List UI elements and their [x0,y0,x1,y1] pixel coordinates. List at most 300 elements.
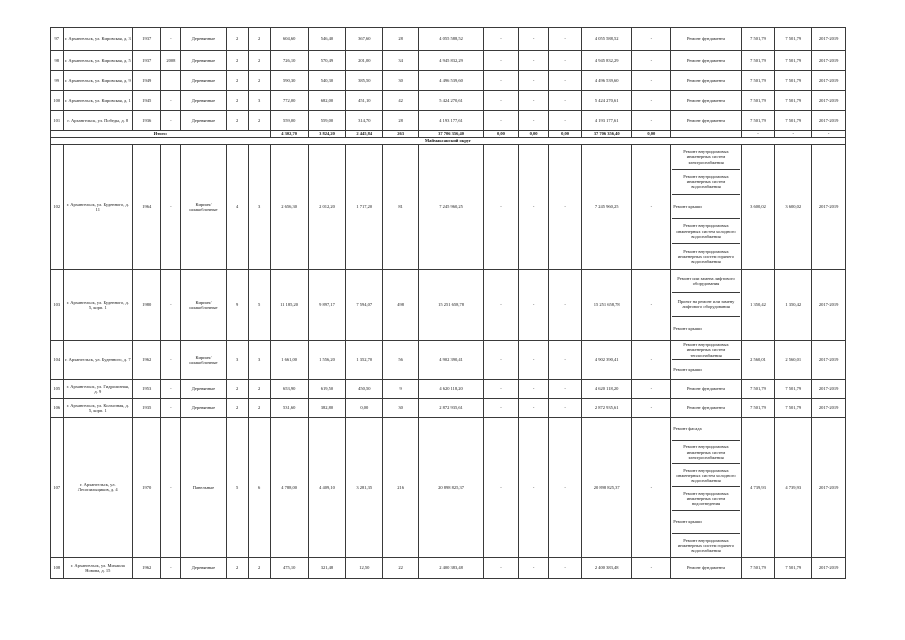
cell-area-priv: 12,50 [346,557,383,578]
cell-c5: - [632,417,671,557]
cell-cost: 7 245 960,25 [418,145,483,270]
work-item: Ремонт внутридомовых инженерных систем теплоснабжения [672,341,739,360]
cell-c4: 4 620 118,20 [581,379,631,398]
cell-cost-lim: 7 501,79 [775,71,812,91]
cell-floors: 2 [226,557,248,578]
cell-year: 1936 [133,111,161,131]
cell-c1: - [484,269,519,340]
cell-c3: - [549,145,582,270]
cell-c5: - [632,557,671,578]
cell-period: 2017-2019 [812,91,846,111]
cell-cost: 4 055 588,52 [418,28,483,51]
cell-area-res: 2 012,20 [308,145,346,270]
cell-entrances: 5 [248,269,270,340]
cell-c1: - [484,417,519,557]
cell-entrances: 2 [248,71,270,91]
cell-year: 1953 [133,379,161,398]
cell-cost-lim: 7 501,79 [775,28,812,51]
table-row [51,269,846,340]
cell-area-res: 570,49 [308,51,346,71]
cell-cost-sqm: 7 501,79 [741,51,775,71]
cell-area-res: 321,48 [308,557,346,578]
cell-num: 106 [51,398,64,417]
cell-works [671,51,741,71]
cell-year: 1937 [133,28,161,51]
cell-area-res: 559,00 [308,111,346,131]
cell-c1: - [484,71,519,91]
cell-num: 105 [51,379,64,398]
cell-cost: 4 945 832,29 [418,51,483,71]
cell-residents: 42 [383,91,419,111]
cell-year: 1949 [133,71,161,91]
cell-c2: - [518,417,548,557]
cell-area-priv: 7 594,07 [346,269,383,340]
work-item: Ремонт внутридомовых инженерных систем водоснабжения [672,170,739,195]
cell-c5: - [632,28,671,51]
cell-cost: 4 902 390,41 [418,340,483,379]
cell-address: г. Архангельск, ул. Кировская, д. 5 [63,51,132,71]
section-title: Маймаксанский округ [51,138,846,145]
cell-cost-sqm: 1 350,42 [741,269,775,340]
cell-cost-lim: 7 501,79 [775,398,812,417]
work-item: Ремонт или замена лифтового оборудования [672,270,739,293]
cell-works [671,71,741,91]
cell-floors: 3 [226,340,248,379]
cell-num: 100 [51,91,64,111]
cell-cost: 20 898 825,37 [418,417,483,557]
cell-year2 [161,71,181,91]
cell-period: 2017-2019 [812,398,846,417]
total-cost: 37 706 356,40 [418,131,483,138]
cell-area-total: 2 656,30 [270,145,308,270]
cell-year2: - [161,417,181,557]
cell-c1: - [484,379,519,398]
cell-num: 104 [51,340,64,379]
cell-material: Кирпич/ шлакоблочные [181,340,226,379]
cell-works [671,398,741,417]
cell-residents: 30 [383,71,419,91]
total-period: - [812,131,846,138]
cell-cost-sqm: 7 501,79 [741,557,775,578]
cell-entrances: 3 [248,340,270,379]
cell-cost-lim: 2 560,01 [775,340,812,379]
cell-residents: 498 [383,269,419,340]
cell-floors: 2 [226,398,248,417]
cell-c4: 2 400 383,48 [581,557,631,578]
cell-year2: - [161,145,181,270]
work-item: Ремонт фасада [672,418,739,441]
work-item: Ремонт крыши [672,195,739,220]
cell-c1: - [484,111,519,131]
cell-year2: - [161,379,181,398]
total-cost-lim: - [775,131,812,138]
work-item: Ремонт внутридомовых инженерных систем водоотведения [672,487,739,510]
work-item: Ремонт внутридомовых инженерных систем электроснабжения [672,441,739,464]
cell-floors: 2 [226,71,248,91]
cell-floors: 4 [226,145,248,270]
cell-cost: 4 620 118,20 [418,379,483,398]
cell-c4: 4 945 832,29 [581,51,631,71]
cell-floors: 2 [226,379,248,398]
cell-c1: - [484,91,519,111]
table-row [51,28,846,51]
cell-cost: 15 251 658,78 [418,269,483,340]
cell-area-priv: 385,50 [346,71,383,91]
cell-works [671,379,741,398]
cell-c4: 4 496 539,60 [581,71,631,91]
cell-address: г. Архангельск, ул. Кировская, д. 3 [63,28,132,51]
cell-area-total: 475,10 [270,557,308,578]
cell-area-res: 682,00 [308,91,346,111]
work-item: Ремонт фундамента [686,77,726,83]
cell-cost-sqm: 7 501,79 [741,111,775,131]
cell-address: г. Архангельск, ул. Победы, д. 8 [63,111,132,131]
cell-year2: - [161,28,181,51]
table-row [51,71,846,91]
cell-year2: - [161,269,181,340]
cell-period: 2017-2019 [812,51,846,71]
cell-address: г. Архангельск, ул. Лесопильщиков, д. 4 [63,417,132,557]
cell-c2: - [518,111,548,131]
cell-c5: - [632,340,671,379]
cell-period: 2017-2019 [812,269,846,340]
cell-floors: 2 [226,28,248,51]
cell-c5: - [632,145,671,270]
cell-floors: 2 [226,91,248,111]
total-area-res: 3 824,20 [308,131,346,138]
cell-year: 1962 [133,340,161,379]
cell-c3: - [549,269,582,340]
cell-c5: - [632,71,671,91]
cell-year: 1937 [133,51,161,71]
cell-c2: - [518,557,548,578]
cell-residents: 34 [383,51,419,71]
cell-area-priv: 201,00 [346,51,383,71]
total-works [671,131,741,138]
cell-period: 2017-2019 [812,340,846,379]
cell-num: 108 [51,557,64,578]
cell-floors: 2 [226,51,248,71]
cell-period: 2017-2019 [812,379,846,398]
work-item: Ремонт фундамента [686,57,726,63]
cell-year: 1964 [133,145,161,270]
cell-cost: 4 193 177,61 [418,111,483,131]
cell-address: г. Архангельск, ул. Буденного, д. 11 [63,145,132,270]
cell-residents: 216 [383,417,419,557]
cell-c3: - [549,398,582,417]
cell-address: г. Архангельск, ул. Михаила Новова, д. 15 [63,557,132,578]
cell-area-total: 590,30 [270,71,308,91]
cell-area-total: 653,90 [270,379,308,398]
cell-year: 1945 [133,91,161,111]
work-item: Ремонт фундамента [686,565,726,571]
total-area-priv: 2 445,84 [346,131,383,138]
cell-cost-sqm: 7 501,79 [741,91,775,111]
total-c2: 0,00 [518,131,548,138]
cell-cost-lim: 7 501,79 [775,557,812,578]
table-row [51,557,846,578]
cell-floors: 5 [226,417,248,557]
cell-num: 102 [51,145,64,270]
cell-c2: - [518,398,548,417]
cell-c1: - [484,28,519,51]
cell-c3: - [549,557,582,578]
cell-period: 2017-2019 [812,417,846,557]
work-item: Ремонт внутридомовых инженерных систем холодного водоснабжения [672,464,739,487]
cell-area-priv: 1 717,20 [346,145,383,270]
cell-c4: 4 055 588,52 [581,28,631,51]
cell-material: Деревянные [181,557,226,578]
work-item: Ремонт внутридомовых инженерных систем электроснабжения [672,145,739,170]
cell-c3: - [549,51,582,71]
cell-c3: - [549,28,582,51]
cell-entrances: 2 [248,379,270,398]
cell-year2: - [161,398,181,417]
cell-year2: 2008 [161,51,181,71]
cell-works [671,417,741,557]
cell-area-priv: 314,70 [346,111,383,131]
cell-year2: - [161,340,181,379]
cell-cost: 2 872 935,61 [418,398,483,417]
cell-year: 1935 [133,398,161,417]
cell-entrances: 3 [248,145,270,270]
table-row [51,145,846,270]
cell-year: 1980 [133,269,161,340]
cell-works [671,145,741,270]
total-c5: 0,00 [632,131,671,138]
cell-num: 98 [51,51,64,71]
cell-material: Деревянные [181,28,226,51]
cell-period: 2017-2019 [812,111,846,131]
cell-material: Кирпич/ шлакоблочные [181,269,226,340]
cell-c5: - [632,51,671,71]
cell-year2: - [161,557,181,578]
cell-period: 2017-2019 [812,145,846,270]
cell-address: г. Архангельск, ул. Кировская, д. 1 [63,91,132,111]
cell-cost-lim: 7 501,79 [775,51,812,71]
cell-c5: - [632,111,671,131]
cell-c3: - [549,111,582,131]
cell-c5: - [632,398,671,417]
cell-year: 1962 [133,557,161,578]
work-item: Ремонт фундамента [686,36,726,42]
cell-cost-sqm: 7 501,79 [741,398,775,417]
cell-area-total: 726,10 [270,51,308,71]
section-row [51,138,846,145]
cell-residents: 56 [383,340,419,379]
table-body-bottom [51,145,846,579]
cell-cost-sqm: 4 739,93 [741,417,775,557]
total-cost-sqm: - [741,131,775,138]
total-residents: 263 [383,131,419,138]
work-item: Ремонт внутридомовых инженерных систем горячего водоснабжения [677,248,735,265]
cell-residents: 28 [383,28,419,51]
cell-num: 107 [51,417,64,557]
cell-residents: 9 [383,379,419,398]
cell-entrances: 2 [248,398,270,417]
cell-entrances: 3 [248,91,270,111]
cell-c4: 20 898 825,37 [581,417,631,557]
total-label: Итого: [51,131,271,138]
cell-cost-sqm: 7 501,79 [741,71,775,91]
cell-area-priv: 1 352,70 [346,340,383,379]
cell-address: г. Архангельск, ул. Гидролизная, д. 9 [63,379,132,398]
cell-c2: - [518,379,548,398]
cell-cost-sqm: 7 501,79 [741,379,775,398]
cell-cost-sqm: 7 501,79 [741,28,775,51]
cell-material: Деревянные [181,379,226,398]
cell-material: Деревянные [181,398,226,417]
work-item: Ремонт крыши [673,325,702,331]
cell-area-res: 9 897,17 [308,269,346,340]
work-item: Проект на ремонт или замену лифтового оборудования [672,293,739,316]
cell-entrances: 2 [248,28,270,51]
cell-address: г. Архангельск, ул. Буденного, д. 5, корп. 1 [63,269,132,340]
cell-c1: - [484,145,519,270]
work-item: Ремонт фундамента [686,97,726,103]
cell-works [671,91,741,111]
cell-address: г. Архангельск, ул. Буденного, д. 7 [63,340,132,379]
cell-c4: 4 193 177,61 [581,111,631,131]
cell-c2: - [518,28,548,51]
cell-c2: - [518,269,548,340]
cell-period: 2017-2019 [812,557,846,578]
cell-address: г. Архангельск, ул. Колхозная, д. 5, корп. 1 [63,398,132,417]
cell-residents: 81 [383,145,419,270]
cell-material: Кирпич/ шлакоблочные [181,145,226,270]
cell-num: 97 [51,28,64,51]
total-c1: 0,00 [484,131,519,138]
cell-c2: - [518,340,548,379]
cell-area-total: 11 185,20 [270,269,308,340]
cell-area-priv: 3 281,35 [346,417,383,557]
cell-c2: - [518,91,548,111]
work-item: Ремонт внутридомовых инженерных систем горячего водоснабжения [677,537,735,553]
cell-entrances: 6 [248,417,270,557]
cell-c1: - [484,51,519,71]
work-item: Ремонт крыши [673,366,702,372]
cell-num: 101 [51,111,64,131]
cell-c4: 2 872 935,61 [581,398,631,417]
table-row [51,398,846,417]
cell-area-priv: 0,00 [346,398,383,417]
cell-c3: - [549,91,582,111]
cell-cost-lim: 7 501,79 [775,379,812,398]
cell-works [671,28,741,51]
cell-cost-lim: 7 501,79 [775,91,812,111]
cell-c5: - [632,379,671,398]
cell-area-total: 4 788,00 [270,417,308,557]
table-row [51,340,846,379]
cell-material: Деревянные [181,71,226,91]
cell-year2: - [161,111,181,131]
cell-material: Деревянные [181,91,226,111]
cell-residents: 28 [383,111,419,131]
cell-entrances: 2 [248,51,270,71]
cell-area-total: 1 661,00 [270,340,308,379]
cell-floors: 2 [226,111,248,131]
cell-c1: - [484,340,519,379]
cell-c1: - [484,398,519,417]
cell-c3: - [549,417,582,557]
cell-c4: 15 251 658,78 [581,269,631,340]
table-row [51,111,846,131]
cell-material: Панельные [181,417,226,557]
work-item: Ремонт крыши [672,511,739,534]
total-c4: 37 706 356,40 [581,131,631,138]
cell-c2: - [518,71,548,91]
cell-residents: 30 [383,398,419,417]
cell-c3: - [549,71,582,91]
cell-c5: - [632,91,671,111]
cell-c2: - [518,51,548,71]
cell-area-res: 546,40 [308,28,346,51]
cell-cost-lim: 1 350,42 [775,269,812,340]
cell-year: 1970 [133,417,161,557]
cell-c5: - [632,269,671,340]
cell-cost: 4 496 539,60 [418,71,483,91]
cell-year2: - [161,91,181,111]
table-body-top [51,28,846,131]
cell-c4: 4 902 390,41 [581,340,631,379]
cell-c4: 7 245 960,25 [581,145,631,270]
cell-c4: 5 424 270,61 [581,91,631,111]
work-item: Ремонт внутридомовых инженерных систем холодного водоснабжения [672,219,739,244]
cell-cost: 5 424 270,61 [418,91,483,111]
cell-area-res: 1 556,20 [308,340,346,379]
table-row [51,417,846,557]
total-row [51,131,846,138]
total-c3: 0,00 [549,131,582,138]
table-row [51,91,846,111]
cell-cost-lim: 7 501,79 [775,111,812,131]
cell-c2: - [518,145,548,270]
cell-area-total: 531,60 [270,398,308,417]
table-row [51,379,846,398]
cell-cost-lim: 3 600,02 [775,145,812,270]
cell-floors: 9 [226,269,248,340]
cell-cost-sqm: 3 600,02 [741,145,775,270]
cell-area-res: 382,80 [308,398,346,417]
registry-table [50,27,846,579]
work-item: Ремонт фундамента [686,117,726,123]
cell-material: Деревянные [181,111,226,131]
cell-residents: 22 [383,557,419,578]
work-item: Ремонт фундамента [686,405,726,411]
cell-cost: 2 400 383,48 [418,557,483,578]
cell-area-priv: 451,10 [346,91,383,111]
cell-address: г. Архангельск, ул. Кировская, д. 9 [63,71,132,91]
cell-entrances: 2 [248,111,270,131]
table-row [51,51,846,71]
cell-num: 103 [51,269,64,340]
cell-c1: - [484,557,519,578]
cell-area-res: 4 409,10 [308,417,346,557]
cell-cost-lim: 4 739,93 [775,417,812,557]
cell-works [671,111,741,131]
cell-area-total: 559,00 [270,111,308,131]
cell-works [671,269,741,340]
cell-area-priv: 450,50 [346,379,383,398]
cell-cost-sqm: 2 560,01 [741,340,775,379]
cell-works [671,557,741,578]
total-area: 4 302,70 [270,131,308,138]
cell-area-res: 540,30 [308,71,346,91]
cell-c3: - [549,340,582,379]
work-item: Ремонт фундамента [686,386,726,392]
cell-entrances: 2 [248,557,270,578]
cell-area-total: 604,60 [270,28,308,51]
